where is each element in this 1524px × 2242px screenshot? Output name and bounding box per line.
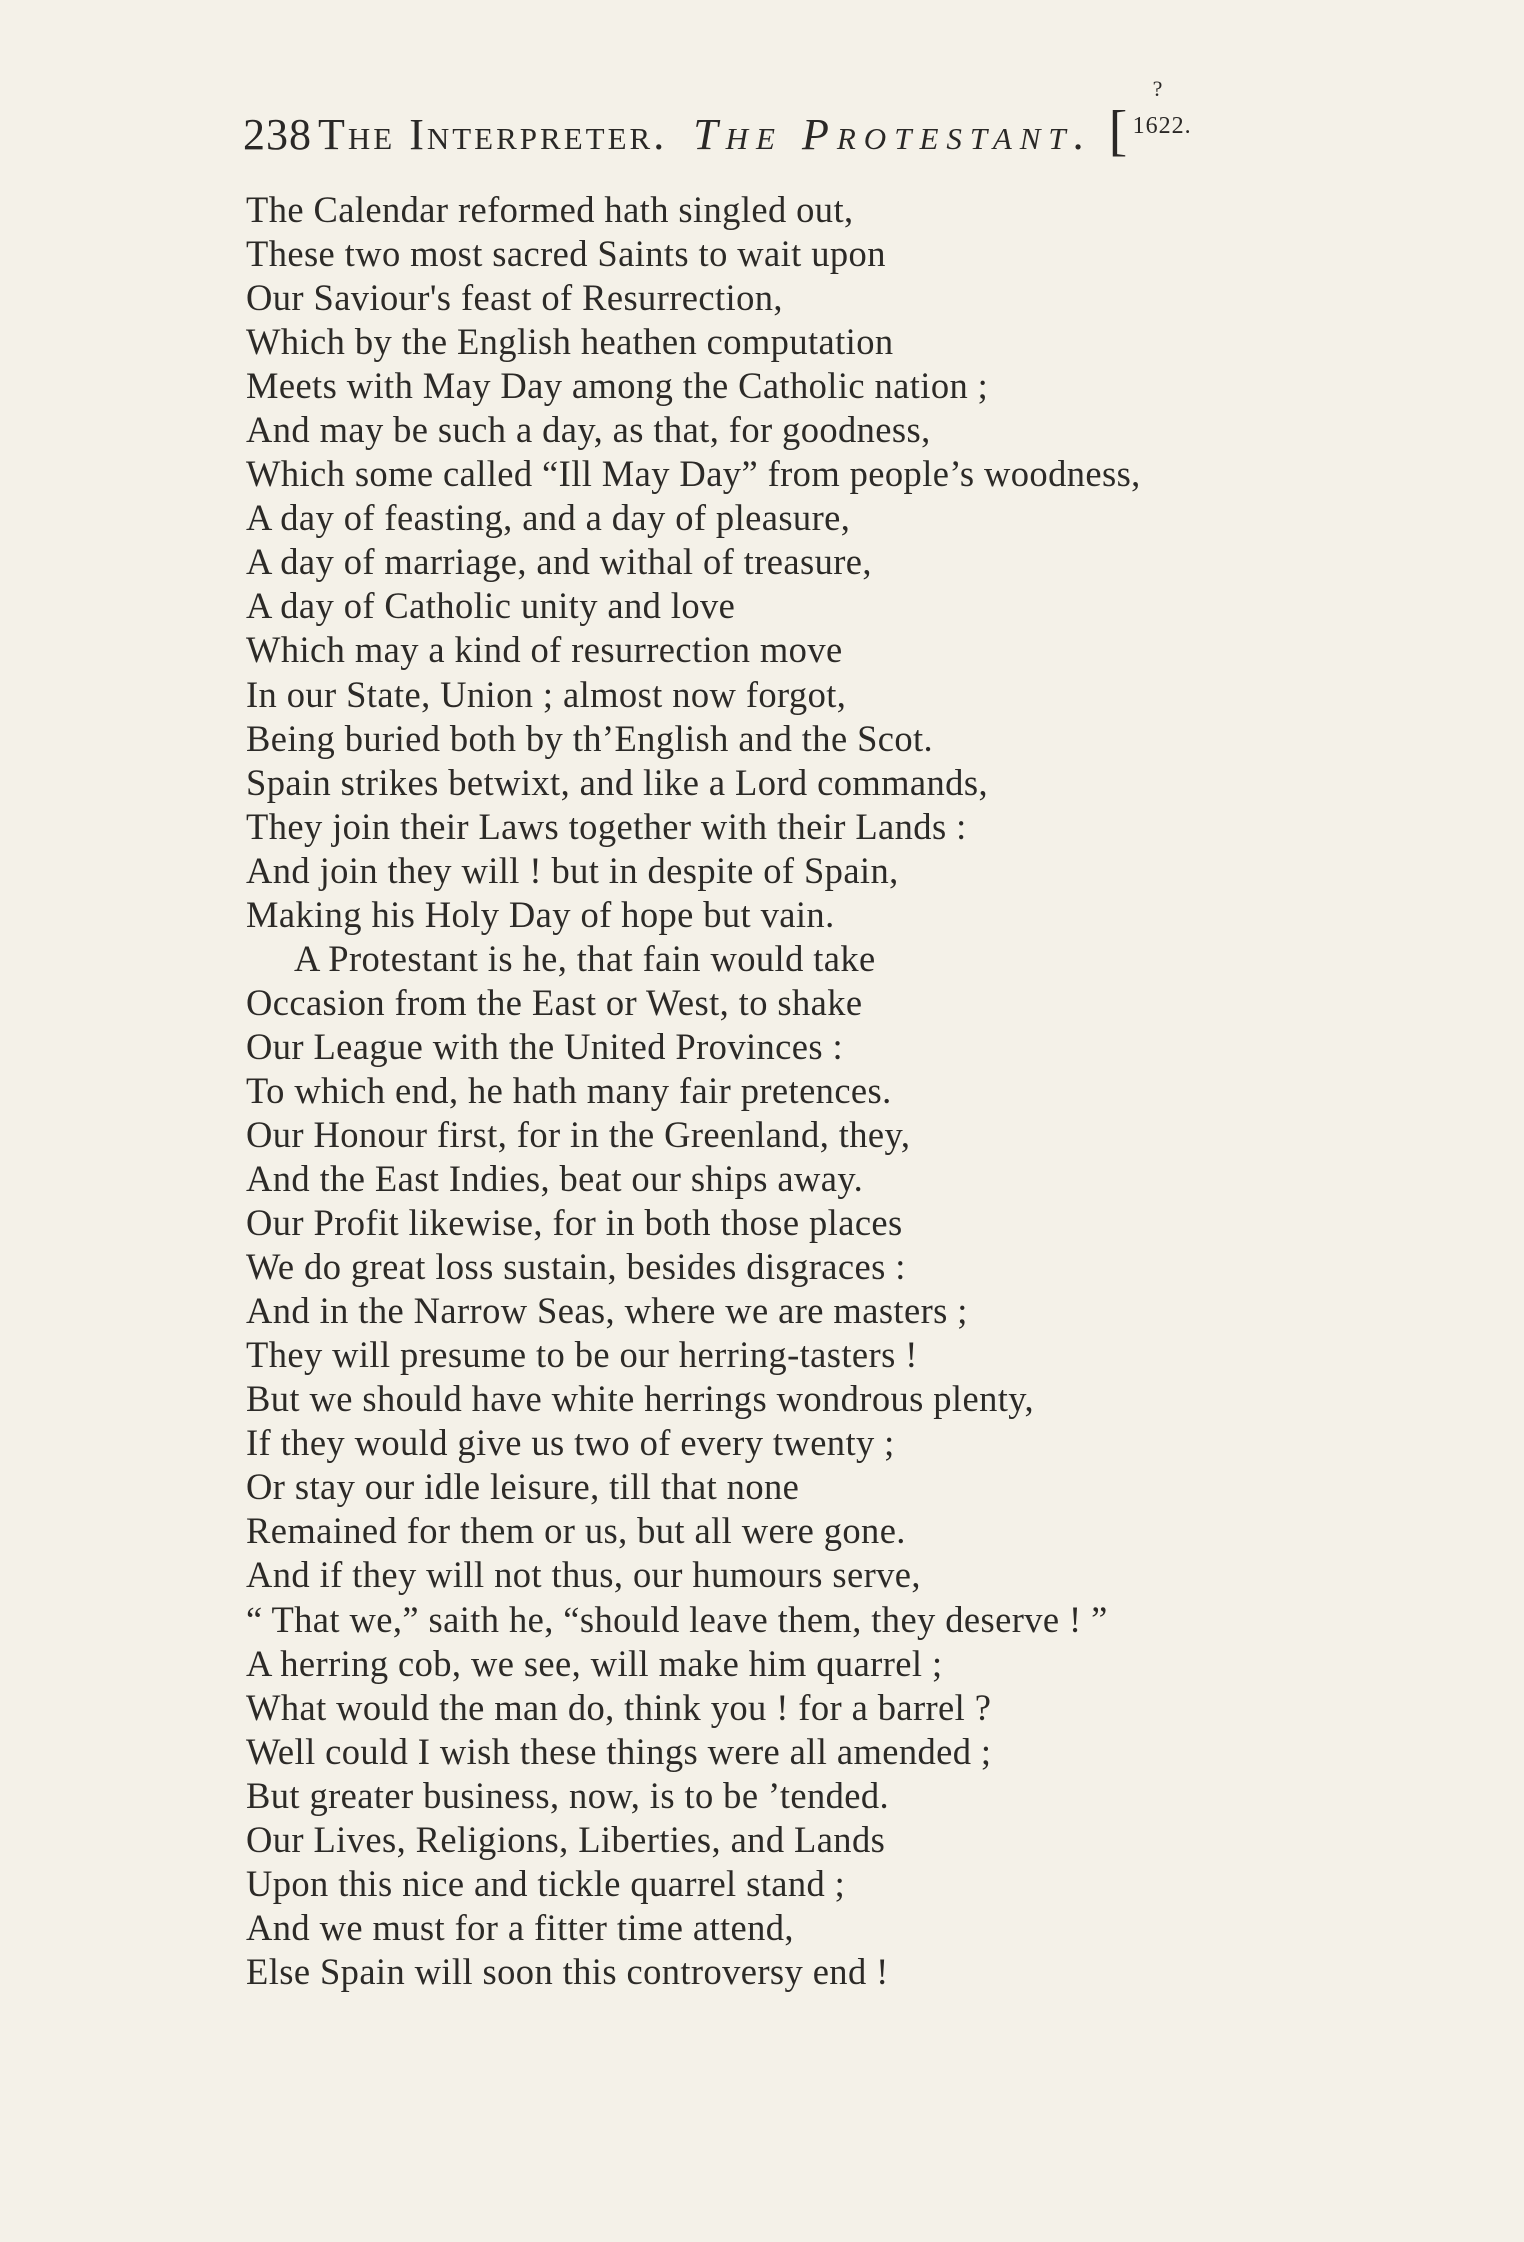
poem-line: And the East Indies, beat our ships away. [246,1158,864,1200]
poem-line: “ That we,” saith he, “should leave them, they deserve ! ” [246,1598,1108,1640]
poem-line: Our Saviour's feast of Resurrection, [246,277,783,319]
book-title: The Interpreter. [318,110,668,159]
poem-line: Well could I wish these things were all amended ; [246,1730,992,1772]
poem-line: Which by the English heathen computation [246,321,894,363]
poem-line: And may be such a day, as that, for goodness, [246,409,931,451]
poem-line: Meets with May Day among the Catholic nation ; [246,365,989,407]
poem-line: Upon this nice and tickle quarrel stand ; [246,1862,846,1904]
poem-line: Being buried both by th’English and the Scot. [246,717,934,759]
poem-line: What would the man do, think you ! for a barrel ? [246,1686,992,1728]
poem-line: Our Honour first, for in the Greenland, they, [246,1113,911,1155]
poem-line: Spain strikes betwixt, and like a Lord commands, [246,761,988,803]
poem-line: A day of feasting, and a day of pleasure, [246,497,851,539]
poem-line: A day of marriage, and withal of treasure, [246,541,872,583]
poem-line: And join they will ! but in despite of Spain, [246,849,899,891]
section-title: The Protestant. [693,110,1093,159]
poem-line: They will presume to be our herring-tasters ! [246,1334,918,1376]
page-number: 238 [243,110,312,159]
poem-line: Remained for them or us, but all were gone. [246,1510,906,1552]
poem-line: And in the Narrow Seas, where we are masters ; [246,1290,968,1332]
running-header [243,76,1443,166]
poem-line: A day of Catholic unity and love [246,585,736,627]
poem-line: In our State, Union ; almost now forgot, [246,673,847,715]
bracket-glyph: [ [1108,100,1128,162]
poem-line: To which end, he hath many fair pretences. [246,1069,892,1111]
date-query-mark: ? [1152,76,1163,101]
poem-line: But greater business, now, is to be ’tended. [246,1774,890,1816]
poem-line: We do great loss sustain, besides disgraces : [246,1246,906,1288]
poem-line: If they would give us two of every twenty ; [246,1422,895,1464]
poem-line: The Calendar reformed hath singled out, [246,189,854,230]
poem-line: And we must for a fitter time attend, [246,1906,794,1948]
poem-line: They join their Laws together with their Lands : [246,805,967,847]
poem-line: Our League with the United Provinces : [246,1025,844,1067]
poem-line: Our Lives, Religions, Liberties, and Lands [246,1818,886,1860]
date-marker [1108,76,1192,169]
date-year: 1622. [1132,113,1192,139]
poem-line: Which may a kind of resurrection move [246,629,843,671]
poem-line: Making his Holy Day of hope but vain. [246,893,835,935]
poem-line: Occasion from the East or West, to shake [246,981,863,1023]
poem-line-indented: A Protestant is he, that fain would take [294,937,876,979]
poem-line: Our Profit likewise, for in both those places [246,1202,903,1244]
poem-text [246,188,1496,1994]
poem-line: And if they will not thus, our humours serve, [246,1554,921,1596]
poem-line: But we should have white herrings wondrous plenty, [246,1378,1035,1420]
poem-line: These two most sacred Saints to wait upon [246,233,886,275]
poem-line: Or stay our idle leisure, till that none [246,1466,800,1508]
poem-line: A herring cob, we see, will make him quarrel ; [246,1642,943,1684]
poem-line: Which some called “Ill May Day” from people’s woodness, [246,453,1141,495]
poem-line: Else Spain will soon this controversy end ! [246,1950,889,1992]
